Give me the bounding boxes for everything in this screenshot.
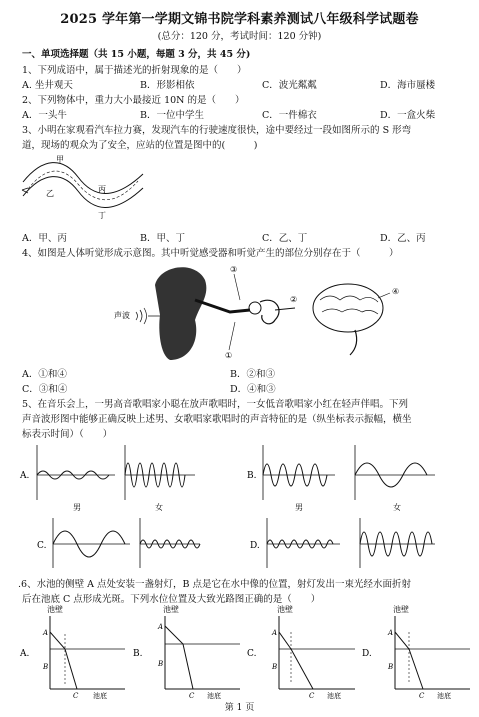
q3-option-c[interactable]: C．乙、丁 [262,233,308,244]
label-n1: ① [225,351,233,360]
page-subtitle: (总分：120 分，考试时间：120 分钟) [157,31,322,42]
q1-option-d[interactable]: D．海市蜃楼 [380,80,436,91]
q3-stem-line1: 3、小明在家观看汽车拉力赛，发现汽车的行驶速度很快，途中要经过一段如图所示的 S 形弯 [22,125,412,136]
label-sound-wave: 声波 [114,311,130,320]
pool-c-point-b: B [272,663,278,671]
section-heading: 一、单项选择题（共 15 小题，每题 3 分，共 45 分) [22,49,251,60]
q1-stem: 1、下列成语中，属于描述光的折射现象的是（ ） [22,65,247,76]
q3-option-d[interactable]: D．乙、丙 [380,233,426,244]
q2-option-b[interactable]: B．一位中学生 [140,110,204,121]
q5-stem-line2: 声音波形图中能够正确反映上述男、女歌唱家歌唱时的声音特征的是（纵坐标表示振幅，横坐 [22,414,412,425]
pool-b-point-b: B [158,660,164,668]
label-n3: ③ [230,265,238,274]
waveform-option-d [250,518,435,568]
q3-option-b[interactable]: B．甲、丁 [140,233,185,244]
label-yi: 乙 [46,189,54,198]
pool-c-letter: C. [247,649,257,659]
pool-b-point-c: C [189,692,195,699]
wave-letter-d: D. [250,541,260,551]
q1-option-a[interactable]: A. 坐井观天 [22,80,73,91]
pool-b-point-a: A [158,623,164,631]
q4-option-c[interactable]: C．③和④ [22,384,68,395]
label-jia: 甲 [56,155,64,164]
q4-option-d[interactable]: D．④和③ [230,384,276,395]
pool-c-wall: 池壁 [277,605,293,614]
pool-d-wall: 池壁 [393,605,409,614]
pool-option-d [362,604,470,699]
waveform-figures [15,440,465,570]
q5-stem-line3: 标表示时间）（ ） [22,429,113,440]
pool-b-wall: 池壁 [163,605,179,614]
q1-option-b[interactable]: B．形影相依 [140,80,195,91]
pool-option-a [19,604,125,699]
pool-lightpath-figures [15,604,470,699]
wave-letter-c: C. [37,541,47,551]
q3-option-a[interactable]: A．甲、丙 [22,233,67,244]
wave-a-male: 男 [73,503,81,512]
pool-d-letter: D. [362,649,372,659]
pool-a-letter: A. [20,649,30,659]
ear-hearing-figure [100,260,410,370]
wave-a-female: 女 [155,503,163,512]
wave-letter-a: A. [20,471,30,481]
wave-letter-b: B. [247,471,257,481]
pool-d-point-c: C [419,692,425,699]
q2-option-a[interactable]: A．一头牛 [22,110,67,121]
pool-option-b [133,604,240,699]
pool-d-point-b: B [388,663,394,671]
wave-b-male: 男 [295,503,303,512]
pool-a-point-a: A [43,629,49,637]
waveform-option-a [19,445,195,512]
pool-a-point-b: B [43,663,49,671]
label-n4: ④ [392,287,400,296]
q6-stem-line1: .6、水池的侧壁 A 点处安装一盏射灯，B 点是它在水中像的位置，射灯发出一束光经水面折射 [18,579,411,590]
pool-a-point-c: C [73,692,79,699]
pool-a-wall: 池壁 [47,605,63,614]
q2-option-d[interactable]: D．一盒火柴 [380,110,436,121]
page-title: 2025 学年第一学期文锦书院学科素养测试八年级科学试题卷 [60,12,419,27]
pool-a-bottom: 池底 [93,692,107,699]
label-ding: 丁 [98,211,106,220]
q3-stem-line2: 道，现场的观众为了安全，应站的位置是图中的( ) [22,140,258,151]
pool-option-c [247,604,355,699]
wave-b-female: 女 [393,503,401,512]
q1-option-c[interactable]: C．波光粼粼 [262,80,317,91]
waveform-option-c [37,518,200,568]
label-n2: ② [290,295,298,304]
pool-b-letter: B. [133,649,143,659]
pool-d-point-a: A [388,629,394,637]
q4-option-a[interactable]: A．①和④ [22,369,67,380]
label-bing: 丙 [98,185,106,194]
q4-option-b[interactable]: B．②和③ [230,369,275,380]
q2-option-c[interactable]: C．一件棉衣 [262,110,317,121]
waveform-option-b [247,445,435,512]
pool-d-bottom: 池底 [437,692,451,699]
pool-c-point-a: A [272,629,278,637]
q4-stem: 4、如图是人体听觉形成示意图。其中听觉感受器和听觉产生的部位分别存在于（ ） [22,248,399,259]
q6-stem-line2: 后在池底 C 点形成光斑。下列水位位置及大致光路图正确的是（ ） [22,594,321,605]
q5-stem-line1: 5、在音乐会上，一男高音歌唱家小聪在放声歌唱时，一女低音歌唱家小红在轻声伴唱。下列 [22,399,409,410]
q2-stem: 2、下列物体中，重力大小最接近 10N 的是（ ） [22,95,245,106]
pool-c-bottom: 池底 [327,692,341,699]
pool-b-bottom: 池底 [207,692,221,699]
pool-c-point-c: C [309,692,315,699]
page-number: 第 1 页 [224,703,255,713]
s-curve-road-figure [18,152,148,224]
